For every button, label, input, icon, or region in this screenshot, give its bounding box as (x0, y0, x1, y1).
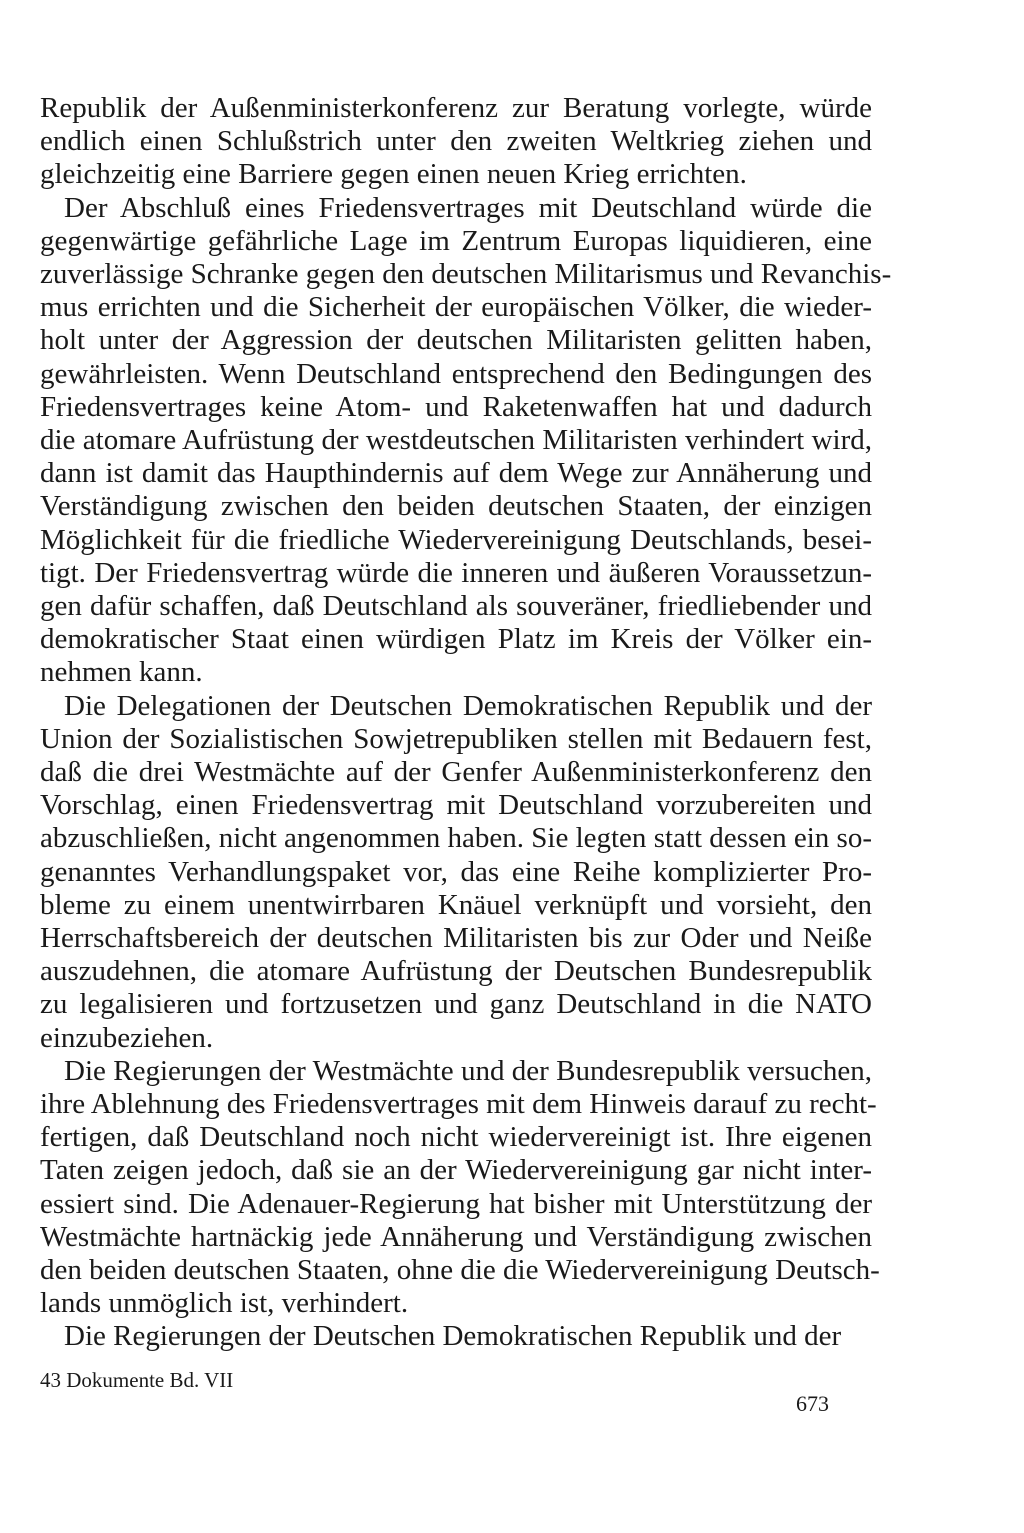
text-line: die atomare Aufrüstung der westdeutschen Militaristen verhindert wird, (40, 424, 872, 456)
text-line: genanntes Verhandlungspaket vor, das eine Reihe komplizierter Pro- (40, 856, 872, 888)
text-line: Union der Sozialistischen Sowjetrepubliken stellen mit Bedauern fest, (40, 723, 872, 755)
text-line: auszudehnen, die atomare Aufrüstung der Deutschen Bundesrepublik (40, 955, 872, 987)
text-line: tigt. Der Friedensvertrag würde die inneren und äußeren Voraussetzun- (40, 557, 872, 589)
text-line: Republik der Außenministerkonferenz zur Beratung vorlegte, würde (40, 92, 872, 124)
text-line: einzubeziehen. (40, 1022, 214, 1054)
text-line: holt unter der Aggression der deutschen Militaristen gelitten haben, (40, 324, 872, 356)
text-line: lands unmöglich ist, verhindert. (40, 1287, 409, 1319)
text-line: Westmächte hartnäckig jede Annäherung und Verständigung zwischen (40, 1221, 872, 1253)
text-line: fertigen, daß Deutschland noch nicht wiedervereinigt ist. Ihre eigenen (40, 1121, 872, 1153)
text-line: ihre Ablehnung des Friedensvertrages mit dem Hinweis darauf zu recht- (40, 1088, 877, 1120)
text-line: Die Regierungen der Westmächte und der Bundesrepublik versuchen, (64, 1055, 872, 1087)
text-line: gleichzeitig eine Barriere gegen einen neuen Krieg errichten. (40, 158, 747, 190)
text-line: gen dafür schaffen, daß Deutschland als souveräner, friedliebender und (40, 590, 872, 622)
text-line: den beiden deutschen Staaten, ohne die die Wiedervereinigung Deutsch- (40, 1254, 880, 1286)
footer-sheet-reference: 43 Dokumente Bd. VII (40, 1368, 234, 1392)
text-line: Verständigung zwischen den beiden deutschen Staaten, der einzigen (40, 490, 872, 522)
text-line: abzuschließen, nicht angenommen haben. Sie legten statt dessen ein so- (40, 822, 872, 854)
text-line: dann ist damit das Haupthindernis auf dem Wege zur Annäherung und (40, 457, 872, 489)
text-line: gegenwärtige gefährliche Lage im Zentrum Europas liquidieren, eine (40, 225, 872, 257)
text-line: Die Delegationen der Deutschen Demokratischen Republik und der (64, 690, 872, 722)
text-line: Taten zeigen jedoch, daß sie an der Wiedervereinigung gar nicht inter- (40, 1154, 872, 1186)
text-line: mus errichten und die Sicherheit der europäischen Völker, die wieder- (40, 291, 872, 323)
text-line: Herrschaftsbereich der deutschen Militaristen bis zur Oder und Neiße (40, 922, 872, 954)
text-line: bleme zu einem unentwirrbaren Knäuel verknüpft und vorsieht, den (40, 889, 872, 921)
text-line: zu legalisieren und fortzusetzen und ganz Deutschland in die NATO (40, 988, 872, 1020)
text-line: nehmen kann. (40, 656, 203, 688)
text-line: Möglichkeit für die friedliche Wiedervereinigung Deutschlands, besei- (40, 524, 872, 556)
text-line: Friedensvertrages keine Atom- und Raketenwaffen hat und dadurch (40, 391, 872, 423)
text-line: demokratischer Staat einen würdigen Platz im Kreis der Völker ein- (40, 623, 872, 655)
text-line: daß die drei Westmächte auf der Genfer Außenministerkonferenz den (40, 756, 872, 788)
text-line: Vorschlag, einen Friedensvertrag mit Deutschland vorzubereiten und (40, 789, 872, 821)
text-line: essiert sind. Die Adenauer-Regierung hat bisher mit Unterstützung der (40, 1188, 872, 1220)
text-line: gewährleisten. Wenn Deutschland entsprechend den Bedingungen des (40, 358, 872, 390)
text-line: zuverlässige Schranke gegen den deutschen Militarismus und Revanchis- (40, 258, 892, 290)
text-line: Der Abschluß eines Friedensvertrages mit Deutschland würde die (64, 192, 872, 224)
page-number: 673 (796, 1391, 829, 1416)
text-line: Die Regierungen der Deutschen Demokratischen Republik und der (64, 1320, 842, 1352)
text-line: endlich einen Schlußstrich unter den zweiten Weltkrieg ziehen und (40, 125, 872, 157)
